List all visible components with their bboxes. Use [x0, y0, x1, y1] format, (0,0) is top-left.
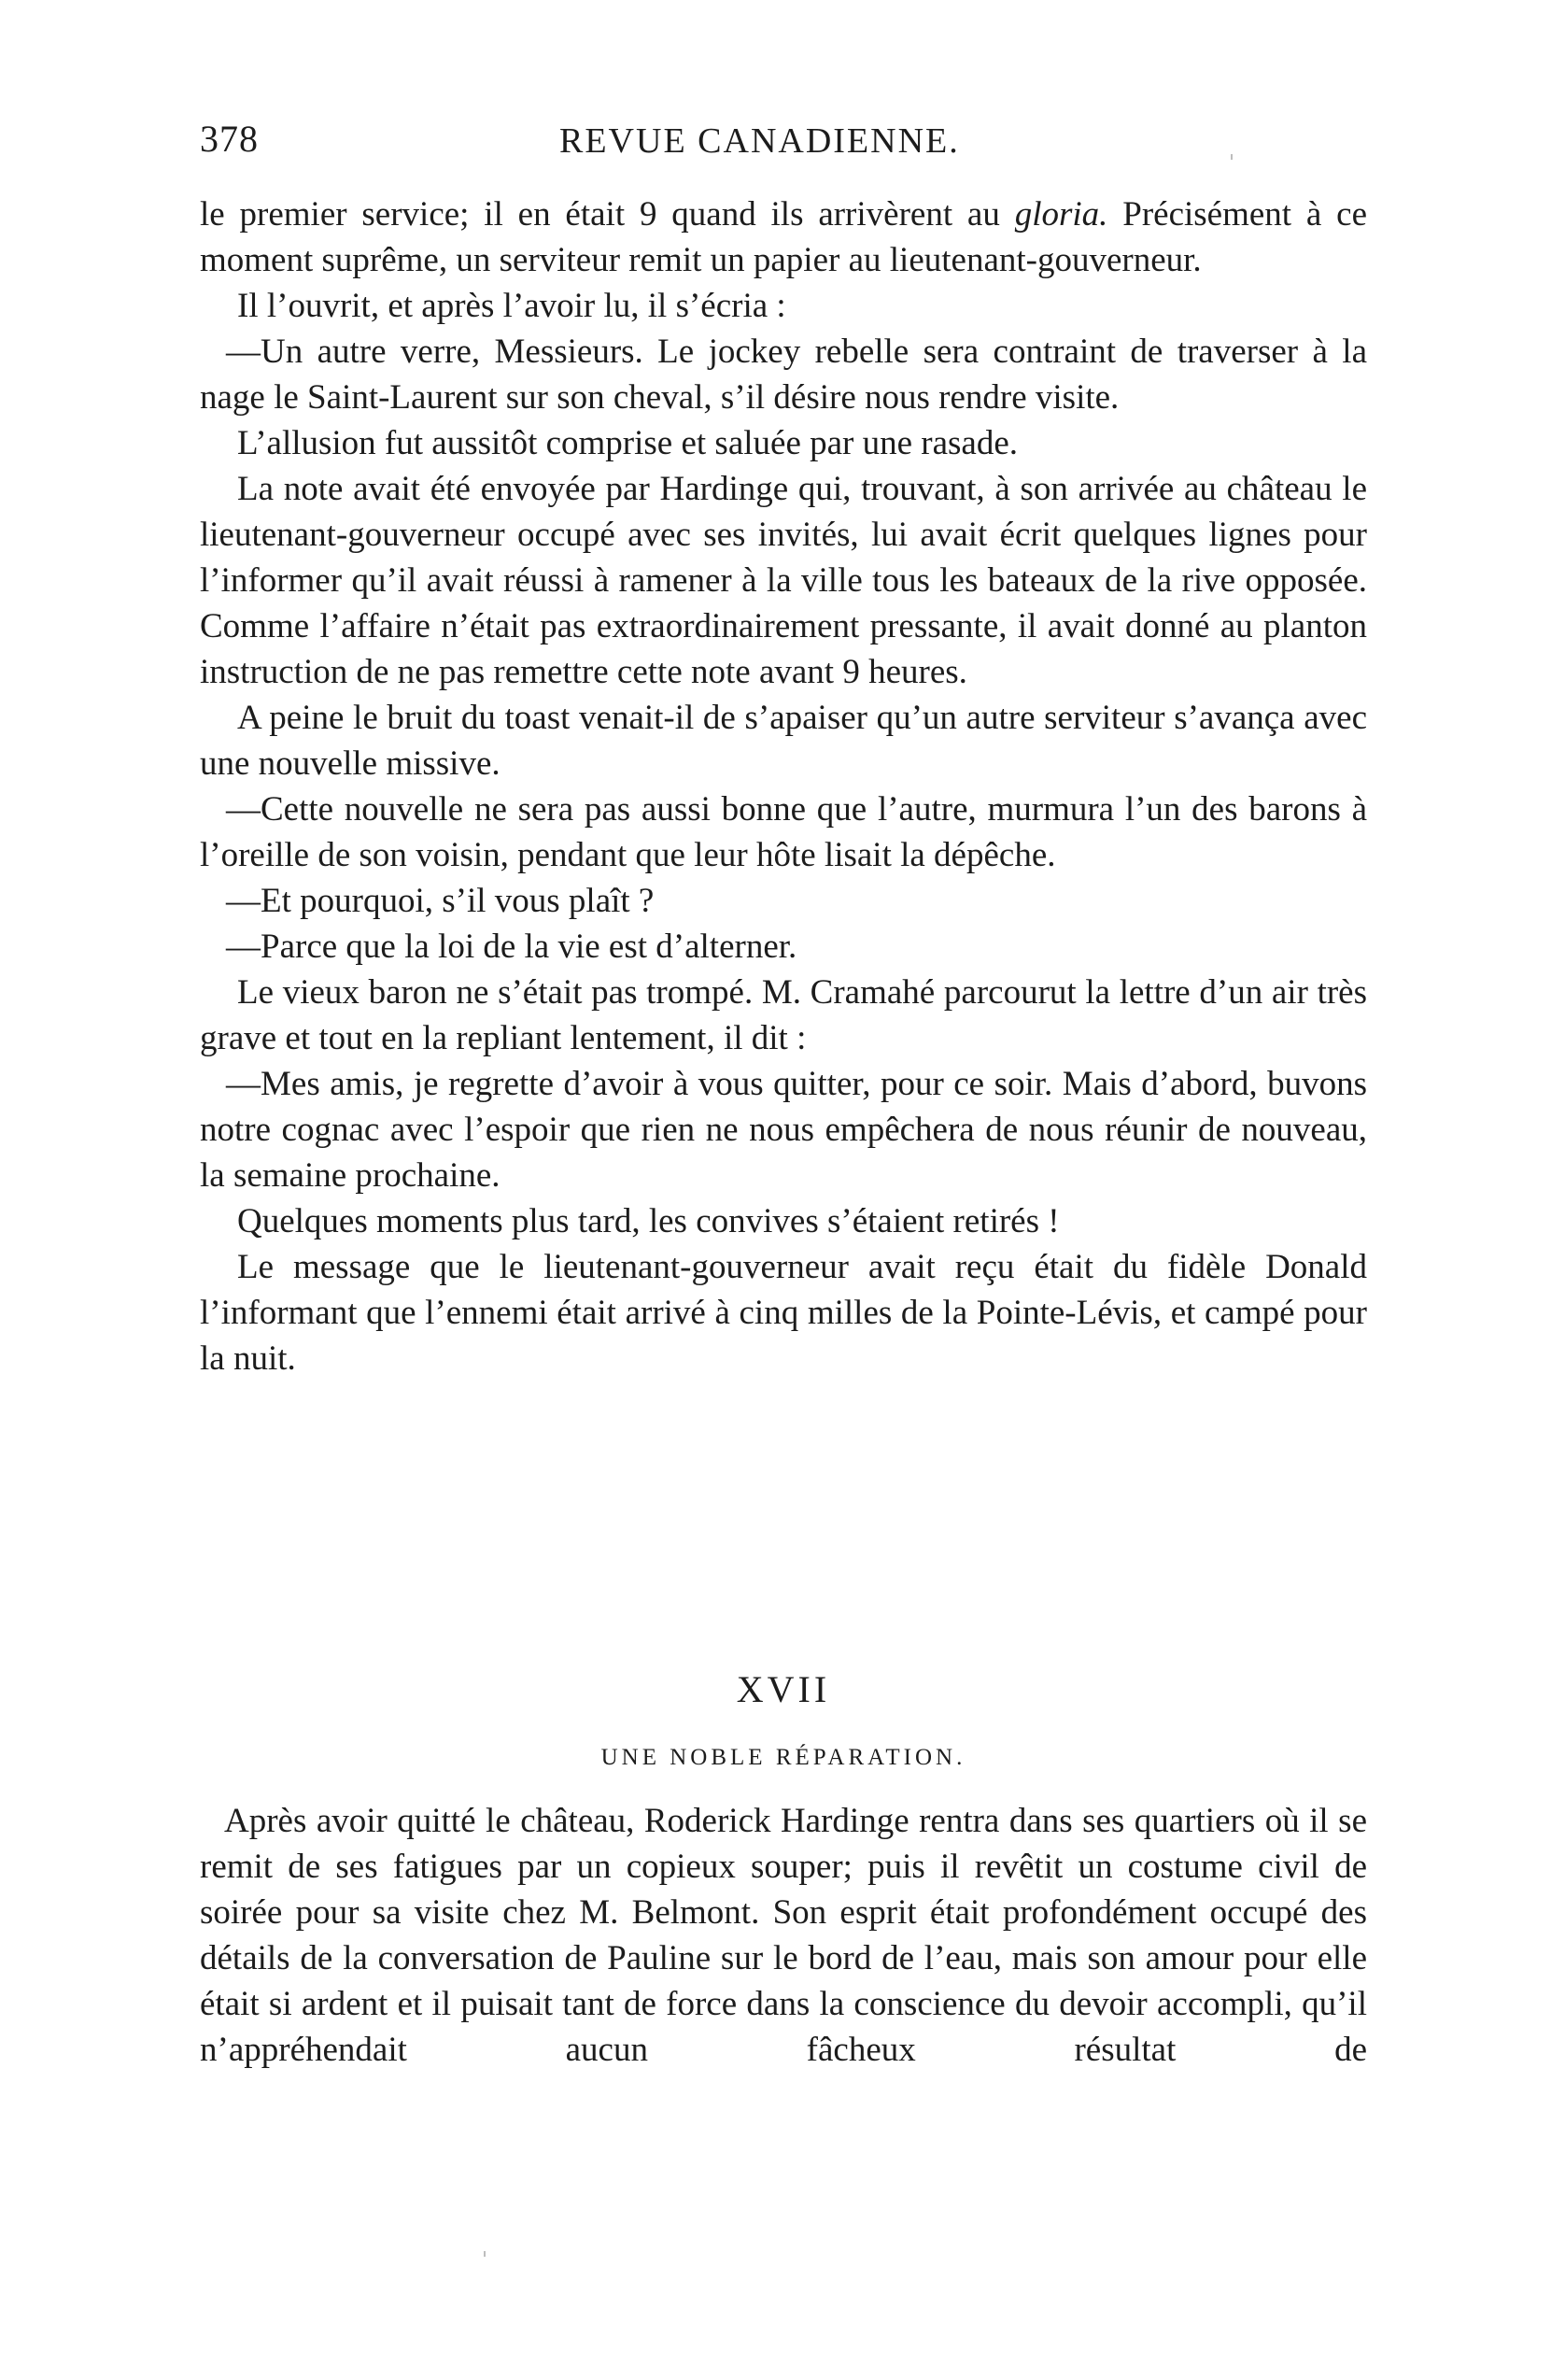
chapter-title: UNE NOBLE RÉPARATION. [600, 1745, 966, 1770]
running-head: REVUE CANADIENNE. [559, 121, 960, 161]
page-number: 378 [200, 118, 259, 160]
paper-speck [484, 2251, 486, 2257]
paragraph: Le message que le lieutenant-gouverneur avait reçu était du fidèle Donald l’informant que l’ennemi était arrivé à cinq milles de la Pointe-Lévis, et campé pour la nuit. [200, 1248, 1367, 1378]
paragraph: L’allusion fut aussitôt comprise et saluée par une rasade. [237, 424, 1019, 462]
chapter-number: XVII [736, 1668, 831, 1710]
dialogue-paragraph: —Mes amis, je regrette d’avoir à vous quitter, pour ce soir. Mais d’abord, buvons notre cognac avec l’espoir que rien ne nous empêchera de nous réunir de nouveau, la semaine prochaine. [200, 1065, 1367, 1195]
dialogue-paragraph: —Cette nouvelle ne sera pas aussi bonne que l’autre, murmura l’un des barons à l’oreille de son voisin, pendant que leur hôte lisait la dépêche. [200, 790, 1367, 874]
dialogue-paragraph: —Un autre verre, Messieurs. Le jockey rebelle sera contraint de traverser à la nage le Saint-Laurent sur son cheval, s’il désire nous rendre visite. [200, 333, 1367, 417]
main-text [200, 191, 1367, 1381]
dialogue-paragraph: —Parce que la loi de la vie est d’alterner. [226, 928, 797, 966]
page-header [200, 117, 1367, 173]
dialogue-paragraph: —Et pourquoi, s’il vous plaît ? [226, 882, 655, 920]
chapter-text [200, 1798, 1367, 2073]
paragraph: Quelques moments plus tard, les convives s’étaient retirés ! [237, 1202, 1060, 1240]
paragraph: Le vieux baron ne s’était pas trompé. M. Cramahé parcourut la lettre d’un air très grave et tout en la repliant lentement, il dit : [200, 973, 1367, 1057]
paragraph-text: Précisément à ce moment suprême, un serviteur remit un papier au lieutenant-gouverneur. [200, 195, 1368, 279]
paragraph [200, 191, 1367, 283]
paragraph: Il l’ouvrit, et après l’avoir lu, il s’écria : [237, 287, 786, 325]
italic-word: gloria. [1014, 195, 1108, 234]
paragraph: La note avait été envoyée par Hardinge qui, trouvant, à son arrivée au château le lieutenant-gouverneur occupé avec ses invités, lui avait écrit quelques lignes pour l’informer qu’il avait réussi à ramener à la ville tous les bateaux de la rive opposée. Comme l’affaire n’était pas extraordinairement pressante, il avait donné au planton instruction de ne pas remettre cette note avant 9 heures. [200, 470, 1367, 691]
paragraph: A peine le bruit du toast venait-il de s’apaiser qu’un autre serviteur s’avança avec une nouvelle missive. [200, 699, 1367, 783]
paragraph-text: le premier service; il en était 9 quand ils arrivèrent au [200, 195, 1015, 234]
paper-speck [1231, 154, 1233, 160]
paragraph: Après avoir quitté le château, Roderick Hardinge rentra dans ses quartiers où il se remit de ses fatigues par un copieux souper; puis il revêtit un costume civil de soirée pour sa visite chez M. Belmont. Son esprit était profondément occupé des détails de la conversation de Pauline sur le bord de l’eau, mais son amour pour elle était si ardent et il puisait tant de force dans la conscience du devoir accompli, qu’il n’appréhendait aucun fâcheux résultat de [200, 1802, 1367, 2069]
